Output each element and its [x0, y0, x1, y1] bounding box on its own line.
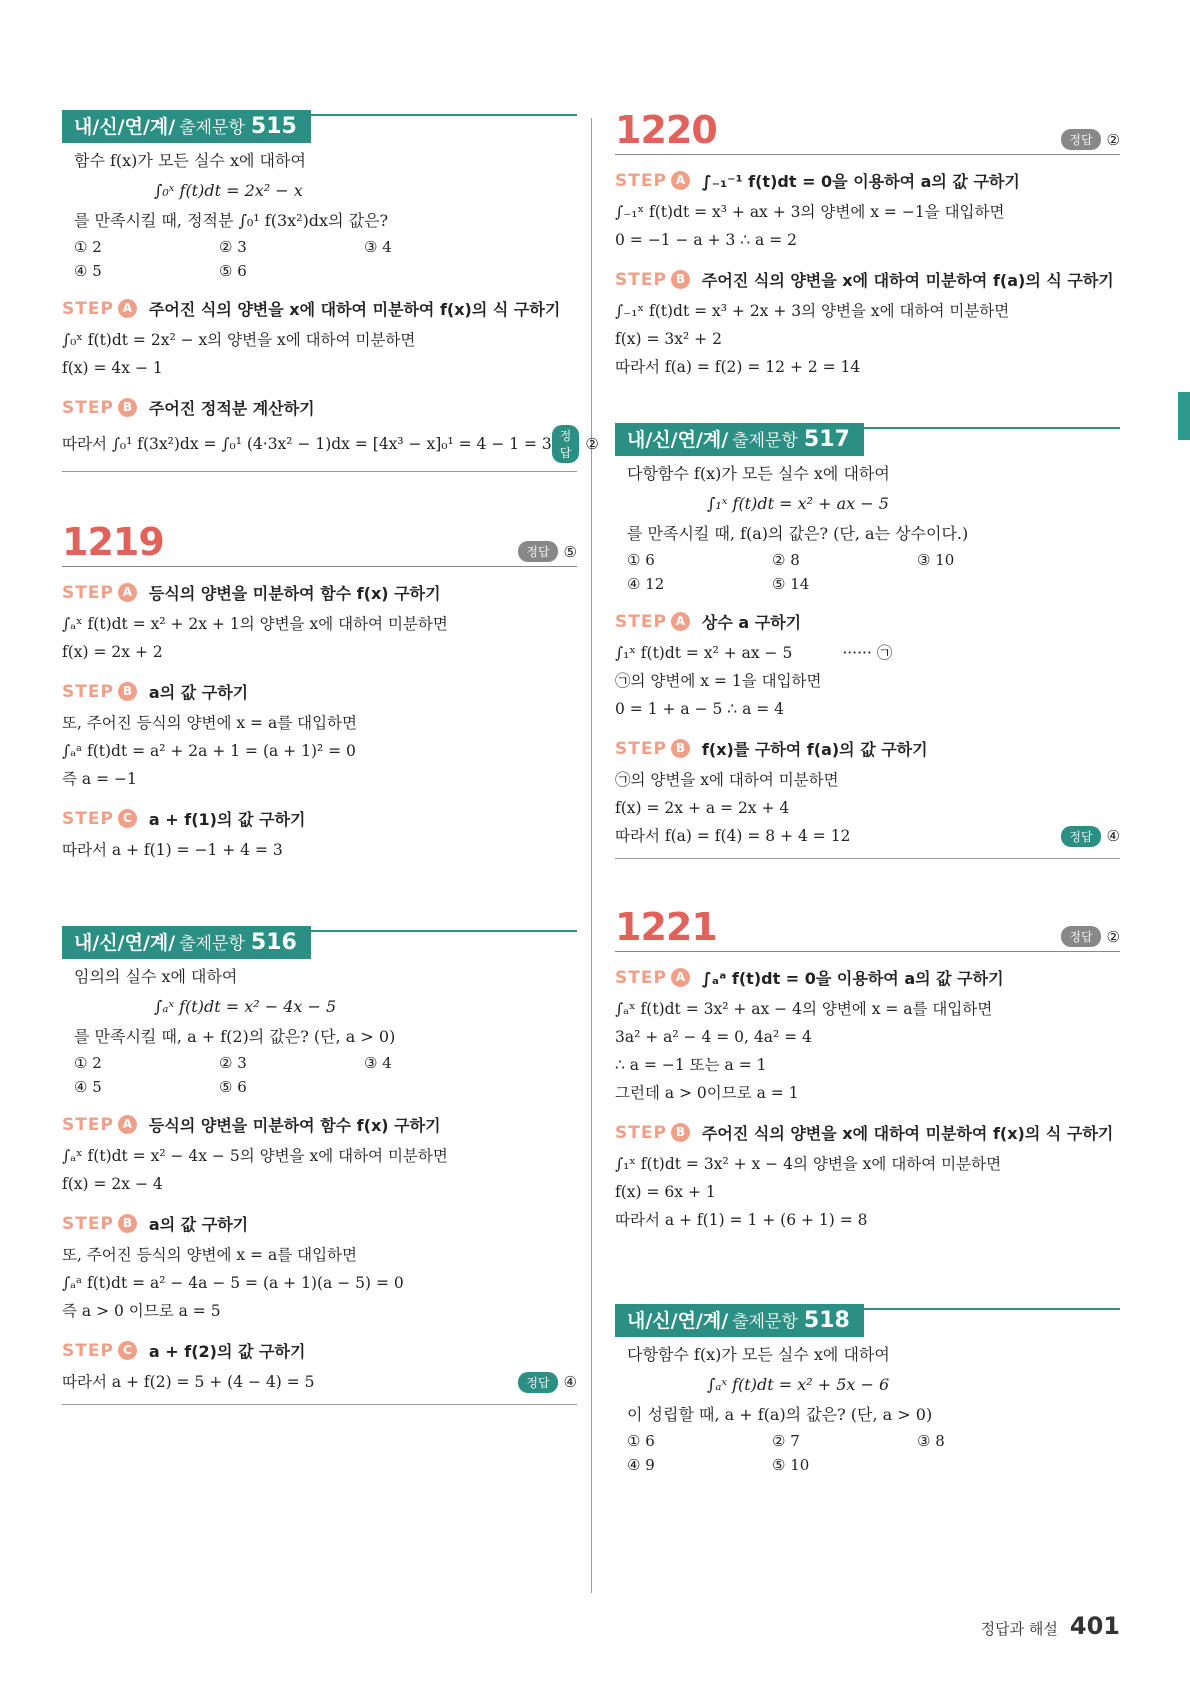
problem-question: 를 만족시킬 때, 정적분 ∫₀¹ f(3x²)dx의 값은? [74, 211, 389, 230]
solution-line: ∴ a = −1 또는 a = 1 [615, 1056, 767, 1074]
answer-pill: 정답 [518, 541, 557, 562]
problem-tag [62, 926, 311, 959]
problem-tag [615, 423, 864, 456]
solution-line: 0 = −1 − a + 3 ∴ a = 2 [615, 231, 797, 249]
header-rule [311, 114, 577, 116]
tag-sub: 출제문항 [732, 431, 798, 451]
problem-517 [615, 423, 1120, 859]
step-label: STEP [62, 1213, 114, 1234]
tag-sub: 출제문항 [732, 1312, 798, 1332]
left-column [62, 110, 599, 1405]
problem-number: 517 [803, 427, 850, 452]
problem-question: 를 만족시킬 때, f(a)의 값은? (단, a는 상수이다.) [627, 524, 969, 543]
choice: ⑤ 14 [772, 575, 810, 593]
step-title: 주어진 식의 양변을 x에 대하여 미분하여 f(a)의 식 구하기 [701, 271, 1114, 290]
answer-badge [1061, 826, 1120, 847]
problem-number: 518 [803, 1308, 850, 1333]
problem-1221 [615, 907, 1120, 1234]
step-title: a + f(2)의 값 구하기 [148, 1342, 306, 1361]
answer-value: ⑤ [563, 542, 577, 561]
answer-value: ② [1106, 130, 1120, 149]
answer-pill: 정답 [552, 425, 580, 463]
step-a [615, 610, 1120, 633]
answer-badge [552, 425, 599, 463]
header-rule [864, 1308, 1120, 1310]
step-title: 상수 a 구하기 [701, 613, 802, 632]
solution-line: ∫ₐˣ f(t)dt = 3x² + ax − 4의 양변에 x = a를 대입하면 [615, 1000, 993, 1018]
footer-label: 정답과 해설 [980, 1620, 1058, 1638]
step-a [62, 1113, 577, 1136]
problem-body [62, 965, 577, 1099]
step-label: STEP [62, 397, 114, 418]
answer-badge [518, 541, 577, 562]
solution-line: 따라서 f(a) = f(4) = 8 + 4 = 12 [615, 827, 851, 845]
answer-badge [1061, 926, 1120, 947]
step-b [615, 268, 1120, 291]
problem-515 [62, 110, 599, 472]
solution-header [615, 907, 1120, 952]
solution-header [615, 110, 1120, 155]
step-label: STEP [615, 269, 667, 290]
problem-stem: 임의의 실수 x에 대하여 [74, 967, 238, 986]
step-a [62, 581, 577, 604]
step-letter: A [118, 299, 137, 318]
solution-line: ∫₁ˣ f(t)dt = 3x² + x − 4의 양변을 x에 대하여 미분하면 [615, 1155, 1002, 1173]
solution-line: ∫₋₁ˣ f(t)dt = x³ + ax + 3의 양변에 x = −1을 대입하면 [615, 203, 1005, 221]
solution-line: 즉 a = −1 [62, 770, 137, 788]
step-letter: B [118, 682, 137, 701]
solution-line: f(x) = 2x + a = 2x + 4 [615, 799, 790, 817]
step-a [615, 169, 1120, 192]
answer-value: ② [585, 435, 599, 453]
step-letter: B [118, 398, 137, 417]
step-b [62, 1212, 577, 1235]
problem-tag [62, 110, 311, 143]
tag-text: 내/신/연/계/ [74, 116, 176, 138]
solution-line: 따라서 f(a) = f(2) = 12 + 2 = 14 [615, 358, 861, 376]
answer-value: ④ [563, 1373, 577, 1391]
equation-marker: ······ ㉠ [842, 644, 893, 662]
step-label: STEP [615, 611, 667, 632]
step-letter: A [118, 583, 137, 602]
solution-line: ∫ₐᵃ f(t)dt = a² + 2a + 1 = (a + 1)² = 0 [62, 742, 356, 760]
answer-pill: 정답 [1061, 926, 1100, 947]
choices [627, 1429, 1120, 1477]
step-title: a의 값 구하기 [148, 683, 249, 702]
step-title: a + f(1)의 값 구하기 [148, 810, 306, 829]
problem-equation: ∫ₐˣ f(t)dt = x² − 4x − 5 [154, 997, 337, 1016]
step-label: STEP [615, 170, 667, 191]
solution-line: 0 = 1 + a − 5 ∴ a = 4 [615, 700, 785, 718]
answer-badge [518, 1372, 577, 1393]
solution-line: 그런데 a > 0이므로 a = 1 [615, 1084, 799, 1102]
solution-line: f(x) = 6x + 1 [615, 1183, 716, 1201]
step-letter: C [118, 1341, 137, 1360]
step-label: STEP [62, 808, 114, 829]
right-column [615, 110, 1120, 1477]
solution-line: 또, 주어진 등식의 양변에 x = a를 대입하면 [62, 1246, 357, 1264]
problem-question: 이 성립할 때, a + f(a)의 값은? (단, a > 0) [627, 1405, 933, 1424]
choice: ④ 9 [627, 1456, 655, 1474]
choice: ② 3 [219, 238, 247, 256]
step-label: STEP [615, 967, 667, 988]
step-letter: A [671, 968, 690, 987]
answer-value: ④ [1106, 827, 1120, 845]
column-divider [591, 118, 592, 1593]
choice: ② 3 [219, 1054, 247, 1072]
problem-number: 516 [250, 930, 297, 955]
choice: ③ 8 [917, 1432, 945, 1450]
solution-line: ㉠의 양변에 x = 1을 대입하면 [615, 672, 822, 690]
solution-line: 즉 a > 0 이므로 a = 5 [62, 1302, 221, 1320]
step-title: f(x)를 구하여 f(a)의 값 구하기 [701, 740, 928, 759]
step-b [615, 1121, 1120, 1144]
section-rule [62, 1404, 577, 1405]
header-rule [311, 930, 577, 932]
problem-number: 1219 [62, 520, 164, 564]
problem-stem: 다항함수 f(x)가 모든 실수 x에 대하여 [627, 464, 890, 483]
step-label: STEP [615, 738, 667, 759]
step-title: 주어진 식의 양변을 x에 대하여 미분하여 f(x)의 식 구하기 [148, 300, 561, 319]
choice: ③ 10 [917, 551, 955, 569]
step-a [615, 966, 1120, 989]
solution-line: ∫ₐˣ f(t)dt = x² + 2x + 1의 양변을 x에 대하여 미분하면 [62, 615, 448, 633]
problem-518 [615, 1304, 1120, 1477]
solution-line: f(x) = 2x + 2 [62, 643, 163, 661]
problem-header [615, 1304, 1120, 1337]
step-letter: C [118, 809, 137, 828]
solution-line: 따라서 a + f(2) = 5 + (4 − 4) = 5 [62, 1373, 315, 1391]
problem-header [62, 926, 577, 959]
solution-line [615, 639, 1120, 667]
step-letter: A [671, 612, 690, 631]
choice: ④ 12 [627, 575, 665, 593]
step-label: STEP [615, 1122, 667, 1143]
problem-header [62, 110, 577, 143]
solution-line: f(x) = 4x − 1 [62, 359, 163, 377]
step-title: 등식의 양변을 미분하여 함수 f(x) 구하기 [148, 584, 441, 603]
problem-question: 를 만족시킬 때, a + f(2)의 값은? (단, a > 0) [74, 1027, 396, 1046]
solution-line: 3a² + a² − 4 = 0, 4a² = 4 [615, 1028, 812, 1046]
choice: ② 8 [772, 551, 800, 569]
answer-pill: 정답 [1061, 826, 1100, 847]
step-letter: A [671, 171, 690, 190]
problem-body [615, 1343, 1120, 1477]
choice: ⑤ 6 [219, 1078, 247, 1096]
step-a [62, 297, 577, 320]
choices [74, 235, 577, 283]
problem-number: 1220 [615, 108, 717, 152]
solution-line: 따라서 a + f(1) = 1 + (6 + 1) = 8 [615, 1211, 868, 1229]
tag-sub: 출제문항 [179, 934, 245, 954]
step-title: 등식의 양변을 미분하여 함수 f(x) 구하기 [148, 1116, 441, 1135]
solution-line: 따라서 a + f(1) = −1 + 4 = 3 [62, 841, 283, 859]
solution-line: ㉠의 양변을 x에 대하여 미분하면 [615, 771, 839, 789]
step-letter: A [118, 1115, 137, 1134]
step-label: STEP [62, 298, 114, 319]
page-footer [981, 1612, 1120, 1640]
choice: ① 2 [74, 1054, 102, 1072]
choice: ① 6 [627, 551, 655, 569]
answer-badge [1061, 129, 1120, 150]
problem-equation: ∫ₐˣ f(t)dt = x² + 5x − 6 [707, 1375, 890, 1394]
step-title: 주어진 정적분 계산하기 [148, 399, 315, 418]
step-c [62, 807, 577, 830]
step-title: a의 값 구하기 [148, 1215, 249, 1234]
step-label: STEP [62, 1340, 114, 1361]
problem-equation: ∫₀ˣ f(t)dt = 2x² − x [154, 181, 303, 200]
choice: ③ 4 [364, 238, 392, 256]
header-rule [864, 427, 1120, 429]
step-b [62, 396, 577, 419]
choices [627, 548, 1120, 596]
problem-1220 [615, 110, 1120, 381]
problem-body [615, 462, 1120, 596]
choice: ⑤ 6 [219, 262, 247, 280]
tag-text: 내/신/연/계/ [627, 429, 729, 451]
choice: ⑤ 10 [772, 1456, 810, 1474]
solution-line: ∫₋₁ˣ f(t)dt = x³ + 2x + 3의 양변을 x에 대하여 미분하면 [615, 302, 1010, 320]
choice: ① 2 [74, 238, 102, 256]
solution-line: f(x) = 2x − 4 [62, 1175, 163, 1193]
step-label: STEP [62, 582, 114, 603]
step-title: 주어진 식의 양변을 x에 대하여 미분하여 f(x)의 식 구하기 [701, 1124, 1114, 1143]
problem-number: 1221 [615, 905, 717, 949]
step-letter: B [671, 739, 690, 758]
answer-pill: 정답 [1061, 129, 1100, 150]
step-b [62, 680, 577, 703]
solution-line: ∫ₐᵃ f(t)dt = a² − 4a − 5 = (a + 1)(a − 5) = 0 [62, 1274, 404, 1292]
choice: ① 6 [627, 1432, 655, 1450]
step-title: ∫₋₁⁻¹ f(t)dt = 0을 이용하여 a의 값 구하기 [701, 172, 1020, 191]
problem-stem: 함수 f(x)가 모든 실수 x에 대하여 [74, 151, 306, 170]
solution-line: f(x) = 3x² + 2 [615, 330, 722, 348]
side-tab-marker [1178, 392, 1190, 440]
tag-text: 내/신/연/계/ [627, 1310, 729, 1332]
step-c [62, 1339, 577, 1362]
step-label: STEP [62, 1114, 114, 1135]
step-letter: B [671, 270, 690, 289]
solution-line: 따라서 ∫₀¹ f(3x²)dx = ∫₀¹ (4·3x² − 1)dx = [4x³ − x]₀¹ = 4 − 1 = 3 [62, 435, 552, 453]
choice: ④ 5 [74, 1078, 102, 1096]
solution-line: ∫₀ˣ f(t)dt = 2x² − x의 양변을 x에 대하여 미분하면 [62, 331, 416, 349]
answer-value: ② [1106, 927, 1120, 946]
problem-number: 515 [250, 114, 297, 139]
choice: ③ 4 [364, 1054, 392, 1072]
step-title: ∫ₐᵃ f(t)dt = 0을 이용하여 a의 값 구하기 [701, 969, 1004, 988]
choice: ② 7 [772, 1432, 800, 1450]
page-number: 401 [1069, 1612, 1120, 1640]
answer-pill: 정답 [518, 1372, 557, 1393]
solution-text: ∫₁ˣ f(t)dt = x² + ax − 5 [615, 644, 793, 662]
step-b [615, 737, 1120, 760]
step-letter: B [671, 1123, 690, 1142]
solution-line: ∫ₐˣ f(t)dt = x² − 4x − 5의 양변을 x에 대하여 미분하면 [62, 1147, 448, 1165]
problem-516 [62, 926, 577, 1405]
step-letter: B [118, 1214, 137, 1233]
problem-tag [615, 1304, 864, 1337]
step-label: STEP [62, 681, 114, 702]
problem-1219 [62, 522, 577, 864]
solution-header [62, 522, 577, 567]
solution-line: 또, 주어진 등식의 양변에 x = a를 대입하면 [62, 714, 357, 732]
choices [74, 1051, 577, 1099]
problem-header [615, 423, 1120, 456]
problem-body [62, 149, 577, 283]
problem-stem: 다항함수 f(x)가 모든 실수 x에 대하여 [627, 1345, 890, 1364]
tag-text: 내/신/연/계/ [74, 932, 176, 954]
tag-sub: 출제문항 [179, 118, 245, 138]
problem-equation: ∫₁ˣ f(t)dt = x² + ax − 5 [707, 494, 889, 513]
choice: ④ 5 [74, 262, 102, 280]
